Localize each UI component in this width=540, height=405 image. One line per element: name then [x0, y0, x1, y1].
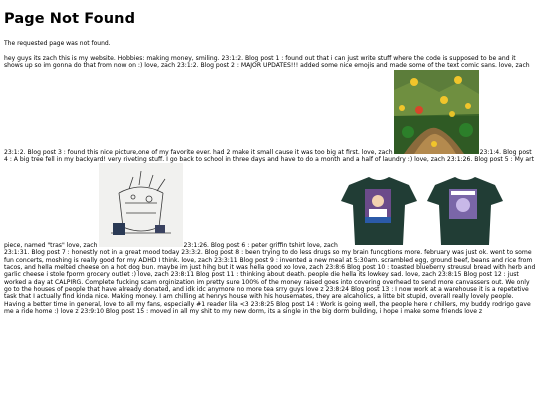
peter-griffin-tshirts	[339, 171, 512, 247]
blog-text-intro: hey guys its zach this is my website. Hobbies: making money, smiling. 23:1:2. Blog post 1 : found out that i can just write stuff where the code is supposed to be and it shows up so im gonna do that from now on :) love, zach 23:1:2. Blog post 2 : MAJOR UPDATES!!! added some nice emojis and made some of the text comic sans. love, zach 23:1:2. Blog post 3 : found this nice picture,one of my favorite ever. had 2 make it small cause it was too big at first. love, zach	[4, 55, 530, 156]
tras-art-piece	[99, 163, 183, 247]
blog-text-main: 23:1:31. Blog post 7 : honestly not in a great mood today 23:3:2. Blog post 8 : been trying to do less drugs so my brain funcgtions more. february was just ok. went to some fun concerts, moshing is really good for my ADHD I think. love, zach 23:3:11 Blog post 9 : invented a new meal at 5:30am. scrambled egg, ground beef, beans and rice from tacos, and hella melted cheese on a hot dog bun. maybe im just hihg but it was hella good xo love, zach 23:8:6 Blog post 10 : toasted blueberry streusul bread with herb and garlic cheese i stole fporm grocery outlet :) love, zach 23:8:11 Blog post 11 : thinking about death. people die hella its lowkey sad. love, zach 23:8:15 Blog post 12 : just worked a day at CALPIRG. Complete fucking scam orginization im pretty sure 100% of the money raised goes into covering overhead to send more canvassers out. We only go to the houses of people that have already donated, and idk idc anymore no more tea srry guys love z 23:8:24 Blog post 13 : I now work at a warehouse it is a repetetive task that I actually find kinda nice. Making money. I am chilling at henrys house with his housemates, they are alcaholics, a litte bit stupid, overall really lovely people. Having a better time in general, love to all my fans, especially #1 reader lila <3 23:8:25 Blog post 14 : Work is going well, the people here r chillers, my buddy rodrigo gave me a ride home :) love z 23:9:10 Blog post 15 : moved in all my shit to my new dorm, its a single in the big dorm building, i hope i make some friends love z	[4, 249, 536, 315]
blog-text-tree: 23:1:4. Blog post 4 : A big tree fell in my backyard! very riveting stuff. I go back to school in three days and have to do a month and a half of laundry :) love, zach 23:1:26. Blog post 5 : My art piece, named "tras" love, zach	[4, 148, 534, 250]
not-found-notice: The requested page was not found.	[4, 40, 111, 47]
garden-picture	[394, 70, 479, 154]
blog-content	[4, 55, 536, 315]
page-title: Page Not Found	[4, 11, 136, 27]
blog-text-shirts: 23:1:26. Blog post 6 : peter griffin tshirt love, zach	[183, 242, 338, 250]
